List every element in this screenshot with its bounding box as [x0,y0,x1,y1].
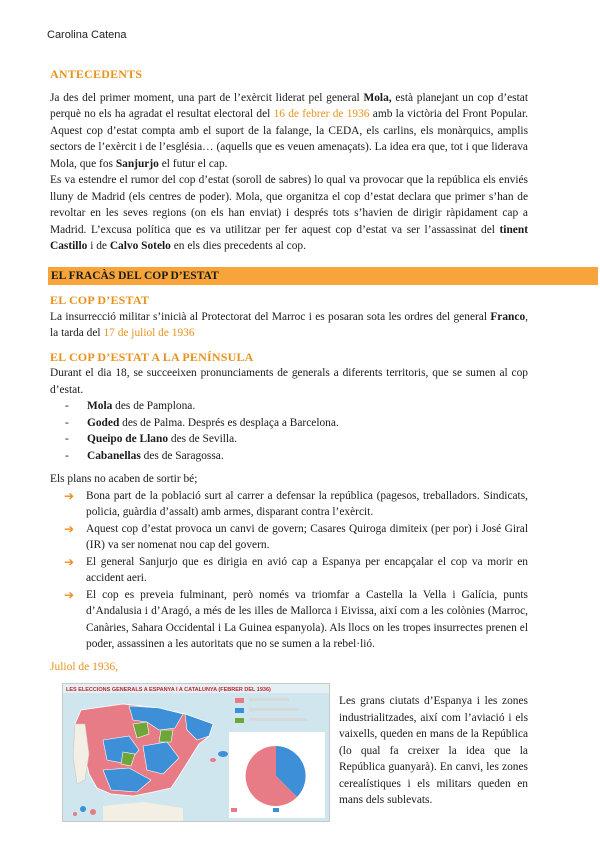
heading-antecedents: ANTECEDENTS [50,67,143,81]
heading-peninsula: EL COP D’ESTAT A LA PENÍNSULA [50,349,254,364]
election-map-image [63,684,329,821]
heading-fracas: EL FRACÀS DEL COP D’ESTAT [48,267,598,286]
paragraph-plans-intro: Els plans no acaben de sortir bé; [50,473,198,485]
paragraph-antecedents-1: Ja des del primer moment, una part de l’exèrcit liderat pel general Mola, està planejant un cop d’estat perquè no els ha agradat el resultat electoral del 16 de febrer de 1936 amb la victòria del Front Popular. Aquest cop d’estat compta amb el suport de la falange, la CEDA, els carlins, els monàrquics, amplis sectors de l’exèrcit i de l’església… (aquells que es veuen amenaçats). La idea era que, tot i que liderava Mola, que fos Sanjurjo el futur el cap. [50,91,528,170]
paragraph-antecedents-2: Es va estendre el rumor del cop d’estat (soroll de sabres) lo qual va provocar que la república els enviés lluny de Madrid (els centres de poder). Mola, que organitza el cop d’estat declara que primer s’han de revoltar en les seves regions (on els han enviat) i després tots s’havien de dirigir ràpidament cap a Madrid. L’excusa política que es va utilitzar per fer aquest cop d’estat va ser l’assassinat del tinent Castillo i de Calvo Sotelo en els dies precedents al cop. [50,174,528,252]
list-item: - Queipo de Llano des de Sevilla. [65,431,528,448]
map-section [50,679,528,849]
map-caption: Juliol de 1936, [50,660,119,673]
map-side-paragraph: Les grans ciutats d’Espanya i les zones industrialitzades, així com l’aviació i els vaixells, queden en mans de la República (lo qual fa creixer la idea que la República guanyarà). En canvi, les zones cerealístiques i els militars queden en mans dels sublevats. [339,695,528,806]
list-item: ➔ El general Sanjurjo que es dirigia en avió cap a Espanya per encapçalar el cop va morir en accident aeri. [64,554,528,584]
arrow-right-icon: ➔ [64,521,75,536]
generals-list [50,398,528,464]
list-item: ➔ Aquest cop d’estat provoca un canvi de govern; Casares Quiroga dimiteix (per por) i José Giral (IR) va ser nomenat nou cap del govern. [64,521,528,551]
document-body [50,66,528,849]
arrow-right-icon: ➔ [64,554,75,569]
paragraph-cop-estat: La insurrecció militar s’inicià al Protectorat del Marroc i es posaran sota les ordres del general Franco, la tarda del 17 de juliol de 1936 [50,310,528,339]
map-figure-title: LES ELECCIONS GENERALS A ESPANYA I A CATALUNYA (FEBRER DEL 1936) [66,687,271,693]
heading-cop-estat: EL COP D’ESTAT [50,293,150,307]
paragraph-peninsula-intro: Durant el dia 18, se succeeixen pronunciaments de generals a diferents territoris, que se sumen al cop d’estat. [50,367,528,396]
arrow-right-icon: ➔ [64,587,75,602]
list-item: ➔ Bona part de la població surt al carrer a defensar la república (pagesos, treballadors. Sindicats, policia, guàrdia d’assalt) amb armes, disparant contra l’exèrcit. [64,488,528,518]
election-map-figure [62,683,330,822]
plans-list [50,488,528,653]
list-item: - Cabanellas des de Saragossa. [65,448,528,465]
list-item: - Goded des de Palma. Després es desplaça a Barcelona. [65,415,528,432]
author-header: Carolina Catena [47,29,127,41]
arrow-right-icon: ➔ [64,488,75,503]
list-item: - Mola des de Pamplona. [65,398,528,415]
list-item: ➔ El cop es preveia fulminant, però només va triomfar a Castella la Vella i Galícia, punts d’Andalusia i d’Aragó, a més de les illes de Mallorca i Eivissa, així com a les colònies (Marroc, Canàries, Sahara Occidental i La Guinea espanyola). Als llocs on les tropes insurrectes prenen el poder, assassinen a les autoritats que no se sumen a la rebel·lió. [64,587,528,650]
